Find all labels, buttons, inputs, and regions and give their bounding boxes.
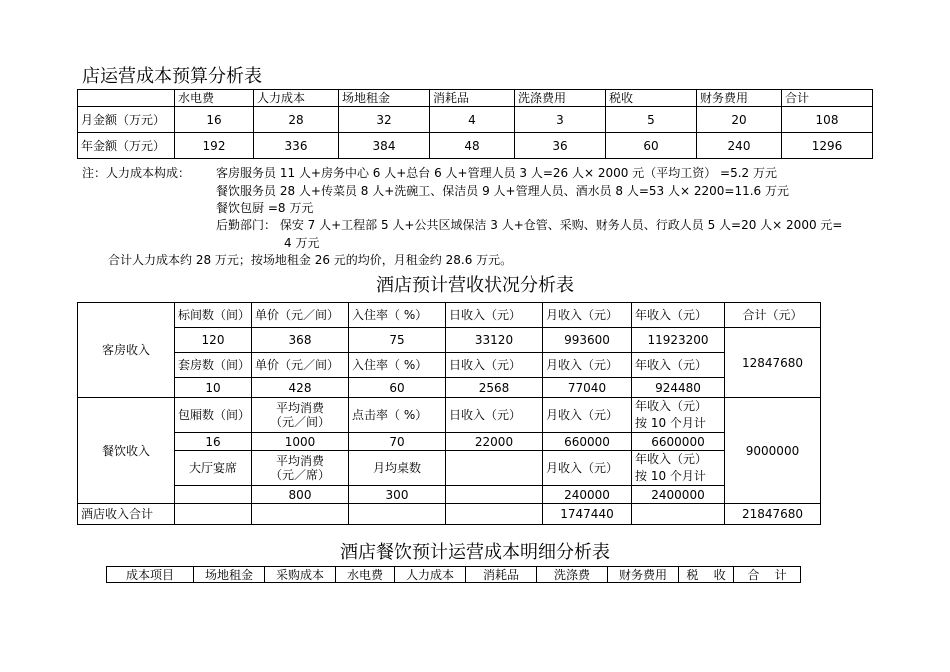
table-cell: 77040 (543, 378, 632, 398)
operating-cost-table (77, 89, 873, 159)
header-cell: 洗涤费用 (515, 90, 606, 107)
header-cell: 财务费用 (697, 90, 782, 107)
table-cell: 20 (697, 107, 782, 133)
header-cell: 年收入（元） 按 10 个月计 (632, 451, 725, 486)
table-cell: 428 (252, 378, 349, 398)
header-cell: 场地租金 (339, 90, 430, 107)
table-cell: 16 (175, 433, 252, 451)
table-cell: 300 (349, 486, 446, 504)
note-line: 合计人力成本约 28 万元；按场地租金 26 元的均价，月租金约 28.6 万元。 (108, 253, 513, 267)
header-cell: 平均消费 （元／席） (252, 451, 349, 486)
header-cell: 日收入（元） (446, 398, 543, 433)
table-cell: 75 (349, 328, 446, 353)
header-cell: 水电费 (336, 567, 395, 583)
note-line: 后勤部门： 保安 7 人+工程部 5 人+公共区域保洁 3 人+仓管、采购、财务人员、行政人员 5 人=20 人× 2000 元= (216, 218, 843, 232)
title-food-cost-detail: 酒店餐饮预计运营成本明细分析表 (340, 542, 610, 563)
table-cell: 336 (254, 133, 339, 159)
table-cell: 16 (175, 107, 254, 133)
header-cell: 人力成本 (395, 567, 466, 583)
header-cell: 日收入（元） (446, 353, 543, 378)
table-cell: 11923200 (632, 328, 725, 353)
table-cell: 924480 (632, 378, 725, 398)
table-cell: 192 (175, 133, 254, 159)
header-cell: 洗涤费 (537, 567, 608, 583)
table-cell: 6600000 (632, 433, 725, 451)
header-cell: 税 收 (679, 567, 734, 583)
table-cell: 240 (697, 133, 782, 159)
header-cell: 财务费用 (608, 567, 679, 583)
header-cell: 消耗品 (430, 90, 515, 107)
header-cell: 套房数（间） (175, 353, 252, 378)
header-cell: 成本项目 (107, 567, 194, 583)
table-cell: 4 (430, 107, 515, 133)
table-cell: 120 (175, 328, 252, 353)
table-cell: 60 (606, 133, 697, 159)
table-cell: 5 (606, 107, 697, 133)
table-cell: 2568 (446, 378, 543, 398)
row-label: 月金额（万元） (78, 107, 175, 133)
header-cell: 采购成本 (265, 567, 336, 583)
food-cost-detail-table (106, 566, 801, 583)
table-cell: 21847680 (725, 504, 821, 525)
table-cell: 993600 (543, 328, 632, 353)
note-line: 餐饮包厨 =8 万元 (216, 201, 314, 215)
table-cell: 12847680 (725, 328, 821, 398)
table-cell: 22000 (446, 433, 543, 451)
header-cell: 消耗品 (466, 567, 537, 583)
header-cell: 年收入（元） (632, 353, 725, 378)
table-cell: 70 (349, 433, 446, 451)
header-cell: 月收入（元） (543, 398, 632, 433)
note-line: 客房服务员 11 人+房务中心 6 人+总台 6 人+管理人员 3 人=26 人× 2000 元（平均工资） =5.2 万元 (216, 166, 777, 180)
header-cell: 人力成本 (254, 90, 339, 107)
table-cell (175, 486, 252, 504)
table-cell: 108 (782, 107, 873, 133)
note-line: 餐饮服务员 28 人+传菜员 8 人+洗碗工、保洁员 9 人+管理人员、酒水员 8 人=53 人× 2200=11.6 万元 (216, 184, 789, 198)
table-cell: 240000 (543, 486, 632, 504)
table-cell: 36 (515, 133, 606, 159)
table-cell: 60 (349, 378, 446, 398)
table-cell: 10 (175, 378, 252, 398)
table-cell: 2400000 (632, 486, 725, 504)
category-cell: 客房收入 (78, 303, 175, 398)
header-cell: 大厅宴席 (175, 451, 252, 486)
category-cell: 餐饮收入 (78, 398, 175, 504)
header-cell: 合计 (782, 90, 873, 107)
header-cell: 入住率（ %） (349, 303, 446, 328)
header-cell: 入住率（ %） (349, 353, 446, 378)
header-cell: 单价（元／间） (252, 353, 349, 378)
table-cell: 3 (515, 107, 606, 133)
header-cell: 年收入（元） (632, 303, 725, 328)
header-cell: 合 计 (734, 567, 801, 583)
table-cell: 368 (252, 328, 349, 353)
header-cell: 平均消费 （元／间） (252, 398, 349, 433)
header-cell: 场地租金 (194, 567, 265, 583)
header-cell: 水电费 (175, 90, 254, 107)
title-revenue: 酒店预计营收状况分析表 (376, 275, 574, 296)
header-cell: 点击率（ %） (349, 398, 446, 433)
header-cell: 月收入（元） (543, 303, 632, 328)
table-cell: 800 (252, 486, 349, 504)
note-line: 4 万元 (284, 236, 320, 250)
header-cell (446, 451, 543, 486)
header-cell: 月收入（元） (543, 451, 632, 486)
header-cell: 单价（元／间） (252, 303, 349, 328)
header-cell: 税收 (606, 90, 697, 107)
note-label: 注：人力成本构成： (82, 166, 191, 180)
header-cell: 包厢数（间） (175, 398, 252, 433)
table-cell: 32 (339, 107, 430, 133)
header-cell: 合计（元） (725, 303, 821, 328)
header-cell: 标间数（间） (175, 303, 252, 328)
header-cell: 年收入（元） 按 10 个月计 (632, 398, 725, 433)
title-operating-cost: 店运营成本预算分析表 (82, 66, 262, 87)
header-cell: 月均桌数 (349, 451, 446, 486)
header-cell: 月收入（元） (543, 353, 632, 378)
table-cell: 1747440 (543, 504, 632, 525)
table-cell: 33120 (446, 328, 543, 353)
table-cell: 9000000 (725, 398, 821, 504)
table-cell: 660000 (543, 433, 632, 451)
revenue-table (77, 302, 821, 525)
table-cell: 1296 (782, 133, 873, 159)
header-cell: 日收入（元） (446, 303, 543, 328)
table-cell (446, 486, 543, 504)
table-cell: 384 (339, 133, 430, 159)
table-cell: 28 (254, 107, 339, 133)
row-label: 酒店收入合计 (78, 504, 175, 525)
table-cell: 1000 (252, 433, 349, 451)
row-label: 年金额（万元） (78, 133, 175, 159)
table-cell: 48 (430, 133, 515, 159)
